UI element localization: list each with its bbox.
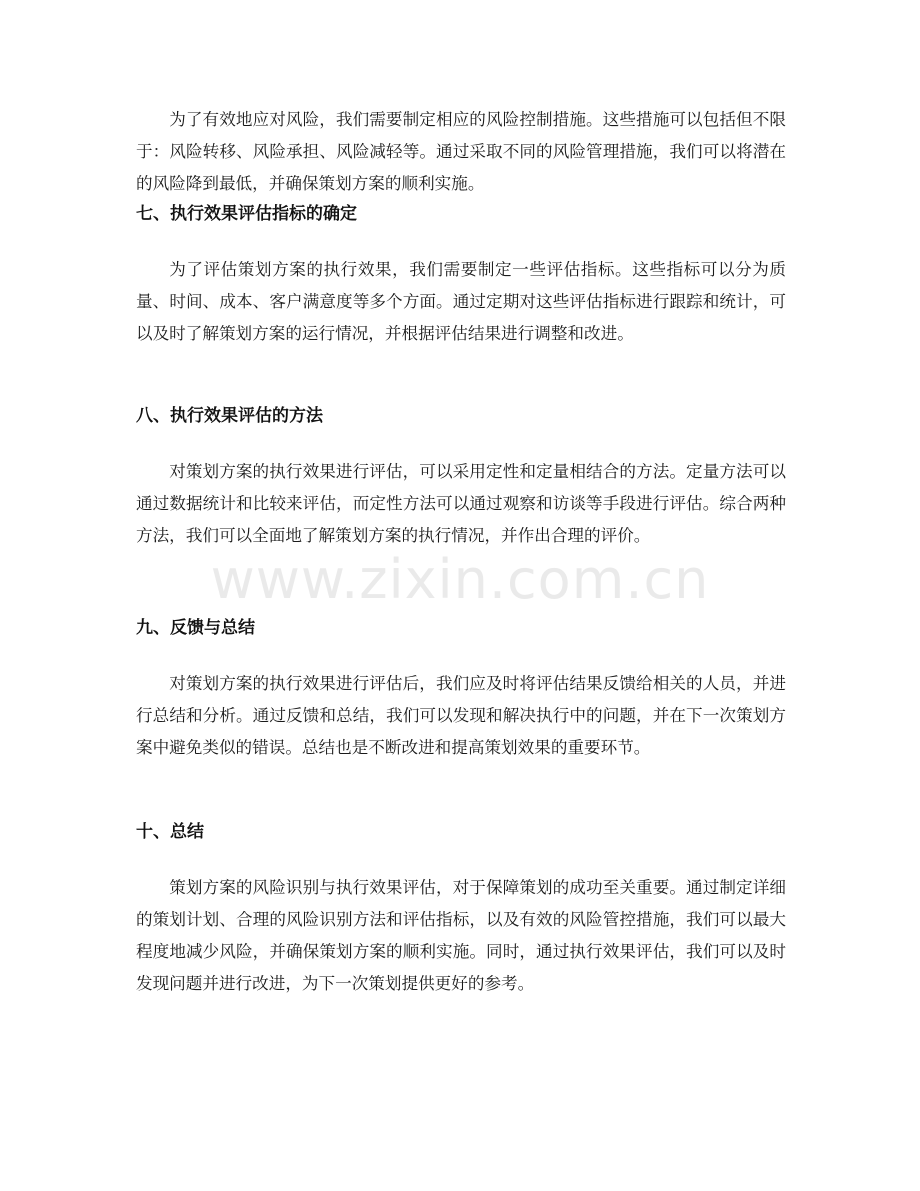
heading-section-9: 九、反馈与总结 xyxy=(136,618,255,638)
paragraph-risk-control: 为了有效地应对风险，我们需要制定相应的风险控制措施。这些措施可以包括但不限于：风险转移、风险承担、风险减轻等。通过采取不同的风险管理措施，我们可以将潜在的风险降到最低，并确保策划方案的顺利实施。 xyxy=(136,110,786,193)
paragraph-conclusion: 策划方案的风险识别与执行效果评估，对于保障策划的成功至关重要。通过制定详细的策划计划、合理的风险识别方法和评估指标，以及有效的风险管控措施，我们可以最大程度地减少风险，并确保策划方案的顺利实施。同时，通过执行效果评估，我们可以及时发现问题并进行改进，为下一次策划提供更好的参考。 xyxy=(136,878,786,993)
paragraph-evaluation-methods: 对策划方案的执行效果进行评估，可以采用定性和定量相结合的方法。定量方法可以通过数据统计和比较来评估，而定性方法可以通过观察和访谈等手段进行评估。综合两种方法，我们可以全面地了解策划方案的执行情况，并作出合理的评价。 xyxy=(136,462,786,545)
heading-section-8: 八、执行效果评估的方法 xyxy=(136,406,323,426)
paragraph-feedback-summary: 对策划方案的执行效果进行评估后，我们应及时将评估结果反馈给相关的人员，并进行总结和分析。通过反馈和总结，我们可以发现和解决执行中的问题，并在下一次策划方案中避免类似的错误。总结也是不断改进和提高策划效果的重要环节。 xyxy=(136,674,786,757)
heading-section-10: 十、总结 xyxy=(136,822,204,842)
paragraph-evaluation-indicators: 为了评估策划方案的执行效果，我们需要制定一些评估指标。这些指标可以分为质量、时间、成本、客户满意度等多个方面。通过定期对这些评估指标进行跟踪和统计，可以及时了解策划方案的运行情况，并根据评估结果进行调整和改进。 xyxy=(136,260,786,343)
watermark: www.zixin.com.cn xyxy=(210,548,710,611)
heading-section-7: 七、执行效果评估指标的确定 xyxy=(136,204,357,224)
